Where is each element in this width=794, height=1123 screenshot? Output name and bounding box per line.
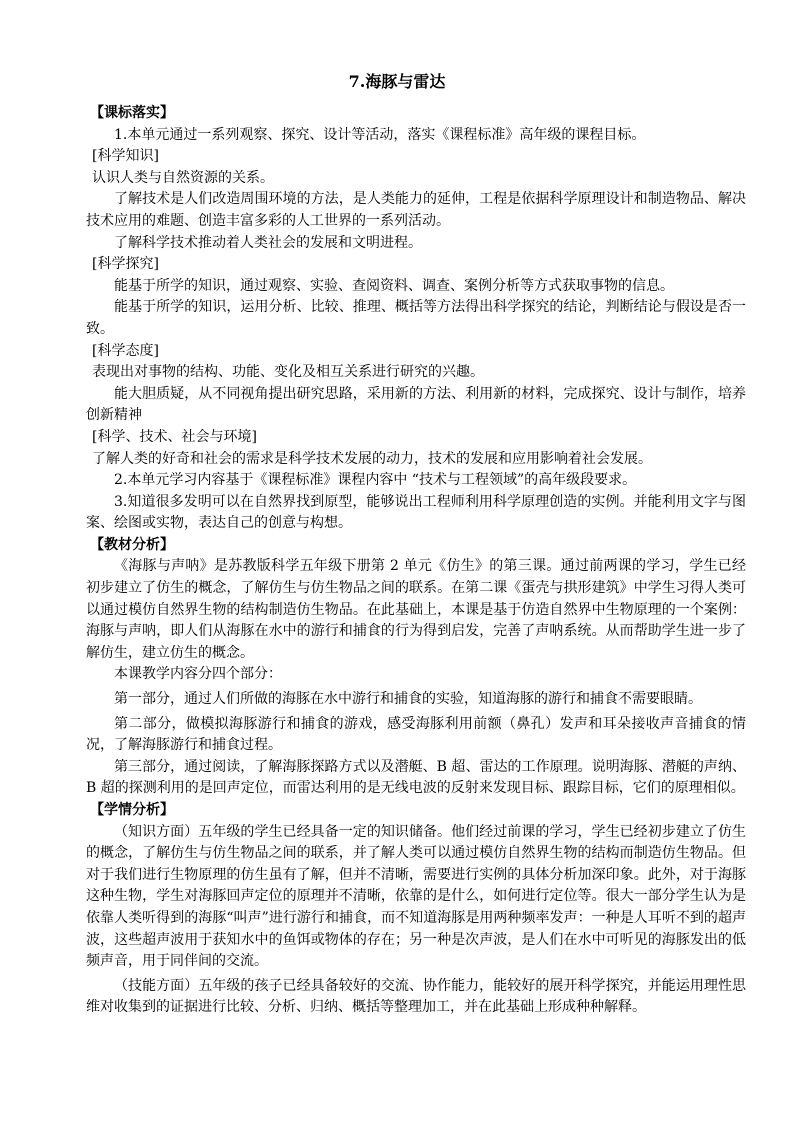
section-heading-kebiao: 【课标落实】 bbox=[90, 105, 174, 121]
paragraph: 了解技术是人们改造周围环境的方法，是人类能力的延伸，工程是依据科学原理设计和制造物品、解决技术应用的难题、创造丰富多彩的人工世界的一系列活动。 bbox=[86, 191, 746, 229]
paragraph: 《海豚与声呐》是苏教版科学五年级下册第 2 单元《仿生》的第三课。通过前两课的学习，学生已经初步建立了仿生的概念，了解仿生与仿生物品之间的联系。在第二课《蛋壳与拱形建筑》中学生习得人类可以通过模仿自然界生物的结构制造仿生物品。在此基础上，本课是基于仿造自然界中生物原理的一个案例：海豚与声呐，即人们从海豚在水中的游行和捕食的行为得到启发，完善了声呐系统。从而帮助学生进一步了解仿生，建立仿生的概念。 bbox=[86, 558, 746, 661]
paragraph: 本课教学内容分四个部分： bbox=[114, 666, 282, 683]
paragraph: （知识方面）五年级的学生已经具备一定的知识储备。他们经过前课的学习，学生已经初步建立了仿生的概念，了解仿生与仿生物品之间的联系，并了解人类可以通过模仿自然界生物的结构而制造仿生物品。但对于我们进行生物原理的仿生虽有了解，但并不清晰，需要进行实例的具体分析加深印象。此外，对于海豚这种生物，学生对海豚回声定位的原理并不清晰，依靠的是什么，如何进行定位等。很大一部分学生认为是依靠人类听得到的海豚“叫声”进行游行和捕食，而不知道海豚是用两种频率发声：一种是人耳听不到的超声波，这些超声波用于获知水中的鱼饵或物体的存在；另一种是次声波，是人们在水中可听见的海豚发出的低频声音，用于同伴间的交流。 bbox=[86, 823, 746, 970]
paragraph: 表现出对事物的结构、功能、变化及相互关系进行研究的兴趣。 bbox=[92, 364, 484, 381]
section-heading-xueqing: 【学情分析】 bbox=[90, 802, 174, 818]
paragraph: 能基于所学的知识，运用分析、比较、推理、概括等方法得出科学探究的结论，判断结论与假设是否一致。 bbox=[86, 299, 746, 337]
paragraph: 3.知道很多发明可以在自然界找到原型，能够说出工程师利用科学原理创造的实例。并能利用文字与图案、绘图或实物，表达自己的创意与构想。 bbox=[86, 493, 746, 532]
section-heading-jiaocai: 【教材分析】 bbox=[90, 536, 174, 553]
paragraph: 了解科学技术推动着人类社会的发展和文明进程。 bbox=[114, 234, 422, 251]
paragraph: 第三部分，通过阅读，了解海豚探路方式以及潜艇、B 超、雷达的工作原理。说明海豚、潜艇的声纳、B 超的探测利用的是回声定位，而雷达利用的是无线电波的反射来发现目标、跟踪目标，它们的原理相似。 bbox=[86, 758, 746, 797]
paragraph: 2.本单元学习内容基于《课程标准》课程内容中 “技术与工程领域”的高年级段要求。 bbox=[114, 472, 637, 489]
paragraph: 了解人类的好奇和社会的需求是科学技术发展的动力，技术的发展和应用影响着社会发展。 bbox=[92, 450, 652, 467]
paragraph: 1.本单元通过一系列观察、探究、设计等活动，落实《课程标准》高年级的课程目标。 bbox=[114, 126, 646, 143]
subheading: [科学探究] bbox=[92, 256, 159, 273]
subheading: [科学、技术、社会与环境] bbox=[92, 428, 257, 445]
paragraph: 认识人类与自然资源的关系。 bbox=[92, 169, 274, 186]
paragraph: 能基于所学的知识，通过观察、实验、查阅资料、调查、案例分析等方式获取事物的信息。 bbox=[114, 277, 674, 294]
paragraph: 第一部分，通过人们所做的海豚在水中游行和捕食的实验，知道海豚的游行和捕食不需要眼睛。 bbox=[114, 691, 702, 708]
document-body bbox=[86, 103, 746, 1019]
paragraph: （技能方面）五年级的孩子已经具备较好的交流、协作能力，能较好的展开科学探究，并能运用理性思维对收集到的证据进行比较、分析、归纳、概括等整理加工，并在此基础上形成种种解释。 bbox=[86, 977, 746, 1016]
paragraph: 能大胆质疑，从不同视角提出研究思路，采用新的方法、利用新的材料，完成探究、设计与制作，培养创新精神 bbox=[86, 385, 746, 424]
paragraph: 第二部分，做模拟海豚游行和捕食的游戏，感受海豚利用前额（鼻孔）发声和耳朵接收声音捕食的情况，了解海豚游行和捕食过程。 bbox=[86, 715, 746, 754]
subheading: [科学态度] bbox=[92, 342, 159, 359]
page-title: 7.海豚与雷达 bbox=[348, 72, 446, 91]
subheading: [科学知识] bbox=[92, 148, 159, 165]
